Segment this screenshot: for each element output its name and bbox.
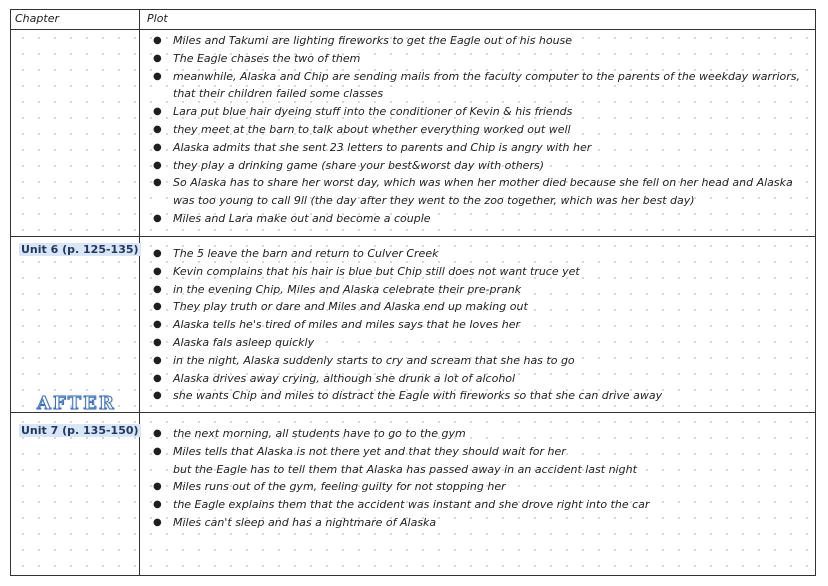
bullet-icon: ● xyxy=(153,445,162,457)
plot-item-text: meanwhile, Alaska and Chip are sending mails from the faculty computer to the parents of the weekday warriors, that their children failed some classes xyxy=(173,69,801,101)
plot-list-item xyxy=(151,352,806,370)
plot-item-text: they meet at the barn to talk about whether everything worked out well xyxy=(173,122,571,136)
row-divider xyxy=(11,412,815,413)
bullet-icon: ● xyxy=(153,428,162,439)
plot-list-item xyxy=(151,387,806,405)
plot-item-text: in the night, Alaska suddenly starts to cry and scream that she has to go xyxy=(173,353,575,367)
bullet-icon: ● xyxy=(153,283,162,295)
plot-list-unit-6 xyxy=(151,245,806,405)
table-header-row xyxy=(11,10,815,30)
bullet-icon: ● xyxy=(153,248,162,259)
plot-list-item xyxy=(151,174,806,210)
plot-item-text: Kevin complains that his hair is blue but Chip still does not want truce yet xyxy=(173,264,580,278)
bullet-icon: ● xyxy=(153,35,162,46)
column-divider xyxy=(139,10,140,575)
plot-item-text: Miles tells that Alaska is not there yet and that they should wait for her xyxy=(173,444,566,458)
plot-list-item xyxy=(151,514,806,532)
chapter-label-unit-7: Unit 7 (p. 135-150) xyxy=(21,424,139,437)
bullet-icon: ● xyxy=(153,372,162,384)
plot-item-text: they play a drinking game (share your best&worst day with others) xyxy=(173,158,544,172)
bullet-icon: ● xyxy=(153,141,162,153)
bullet-icon: ● xyxy=(153,499,162,511)
plot-list-item xyxy=(151,32,806,50)
chapter-label-unit-6: Unit 6 (p. 125-135) xyxy=(21,243,139,256)
row-divider xyxy=(11,236,815,237)
after-stamp: AFTER xyxy=(37,393,116,414)
bullet-icon: ● xyxy=(153,265,162,277)
plot-list-item xyxy=(151,443,806,461)
bullet-icon: ● xyxy=(153,52,162,64)
plot-list-item xyxy=(151,68,806,104)
plot-list-item xyxy=(151,50,806,68)
chapter-column-header: Chapter xyxy=(15,12,59,25)
plot-item-text: Alaska fals asleep quickly xyxy=(173,335,315,349)
plot-item-text: Alaska tells he's tired of miles and miles says that he loves her xyxy=(173,318,520,332)
bullet-icon: ● xyxy=(153,106,162,118)
plot-list-section-1 xyxy=(151,32,806,228)
plot-item-text: So Alaska has to share her worst day, which was when her mother died because she fell on her head and Alaska was too young to call 9ll (the day after they went to the zoo together, which was her best day) xyxy=(173,176,793,208)
plot-item-text: the Eagle explains them that the accident was instant and she drove right into the car xyxy=(173,498,650,512)
plot-list-item xyxy=(151,263,806,281)
plot-item-text: They play truth or dare and Miles and Alaska end up making out xyxy=(173,300,528,314)
plot-list-item xyxy=(151,157,806,175)
plot-list-item xyxy=(151,496,806,514)
plot-item-text: Miles and Lara make out and become a couple xyxy=(173,211,431,225)
plot-item-text: but the Eagle has to tell them that Alaska has passed away in an accident last night xyxy=(173,462,637,476)
bullet-icon: ● xyxy=(153,301,162,313)
plot-item-text: she wants Chip and miles to distract the Eagle with fireworks so that she can drive away xyxy=(173,389,663,403)
bullet-icon: ● xyxy=(153,70,162,82)
plot-item-text: Miles runs out of the gym, feeling guilty for not stopping her xyxy=(173,480,506,494)
bullet-icon: ● xyxy=(153,212,162,224)
plot-item-text: Lara put blue hair dyeing stuff into the conditioner of Kevin & his friends xyxy=(173,105,573,119)
plot-list-item xyxy=(151,370,806,388)
plot-list-item xyxy=(151,334,806,352)
plot-list-item xyxy=(151,245,806,263)
plot-list-item xyxy=(151,316,806,334)
bullet-icon: ● xyxy=(153,177,162,189)
plot-column-header: Plot xyxy=(147,12,168,25)
plot-item-text: Alaska drives away crying, although she drunk a lot of alcohol xyxy=(173,371,516,385)
plot-item-text: the next morning, all students have to go to the gym xyxy=(173,427,466,440)
bullet-icon: ● xyxy=(153,354,162,366)
plot-list-item xyxy=(151,210,806,228)
bullet-icon: ● xyxy=(153,516,162,528)
bullet-icon: ● xyxy=(153,123,162,135)
plot-list-item xyxy=(151,478,806,496)
plot-item-text: The Eagle chases the two of them xyxy=(173,51,361,65)
plot-list-item xyxy=(151,425,806,443)
plot-item-text: Miles can't sleep and has a nightmare of Alaska xyxy=(173,515,437,529)
plot-list-item xyxy=(151,121,806,139)
plot-item-text: The 5 leave the barn and return to Culver Creek xyxy=(173,247,439,260)
plot-table xyxy=(10,9,816,576)
plot-list-item xyxy=(151,461,806,479)
plot-item-text: in the evening Chip, Miles and Alaska celebrate their pre-prank xyxy=(173,282,522,296)
plot-item-text: Alaska admits that she sent 23 letters to parents and Chip is angry with her xyxy=(173,140,592,154)
plot-list-item xyxy=(151,103,806,121)
bullet-icon: ● xyxy=(153,319,162,331)
bullet-icon: ● xyxy=(153,481,162,493)
plot-list-item xyxy=(151,298,806,316)
bullet-icon: ● xyxy=(153,336,162,348)
plot-list-unit-7 xyxy=(151,425,806,532)
plot-list-item xyxy=(151,139,806,157)
bullet-icon: ● xyxy=(153,390,162,402)
bullet-icon: ● xyxy=(153,159,162,171)
plot-list-item xyxy=(151,281,806,299)
plot-item-text: Miles and Takumi are lighting fireworks to get the Eagle out of his house xyxy=(173,34,573,47)
